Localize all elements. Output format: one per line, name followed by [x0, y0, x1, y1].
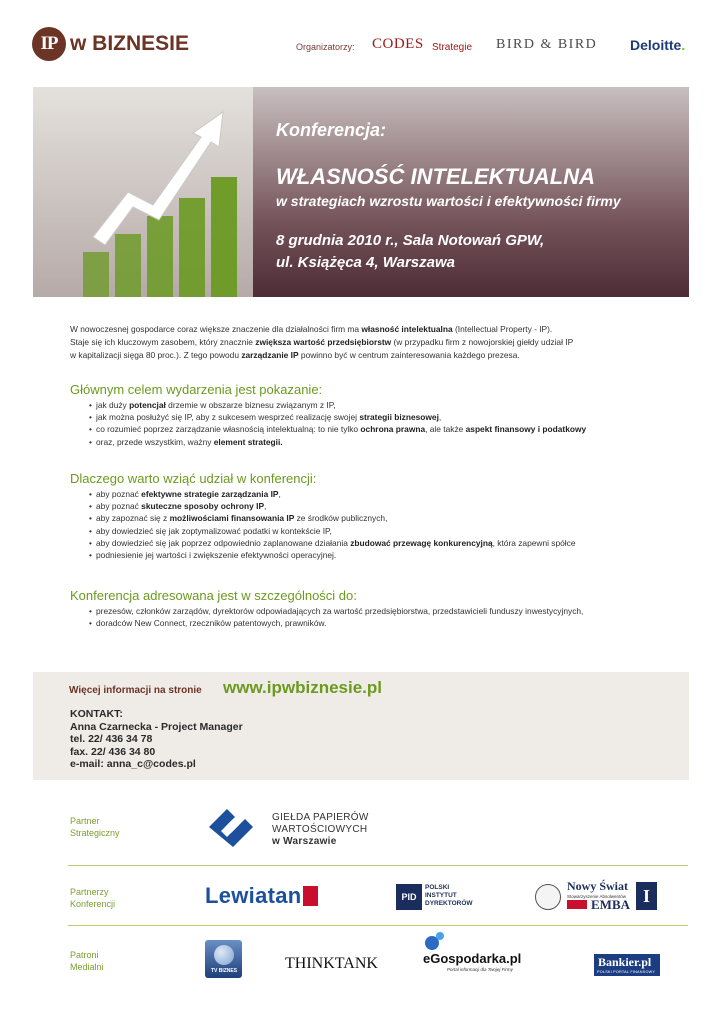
- pid-logo-icon: PID: [396, 884, 422, 910]
- emba-wordmark: EMBA: [591, 897, 630, 912]
- gpw-line: WARTOŚCIOWYCH: [272, 824, 368, 835]
- list-item: [90, 488, 680, 500]
- lewiatan-logo: Lewiatan: [205, 883, 302, 908]
- banner-date: 8 grudnia 2010 r., Sala Notowań GPW,: [276, 232, 545, 249]
- list-item-bold: ochrona prawna: [360, 424, 426, 435]
- organizers-label: Organizatorzy:: [296, 42, 355, 52]
- deloitte-wordmark: Deloitte: [630, 37, 682, 53]
- list-item-bold: skuteczne sposoby ochrony IP: [141, 501, 265, 512]
- list-item-bold: strategii biznesowej: [359, 412, 439, 423]
- audience-list: [90, 605, 680, 629]
- intro-bold: zarządzanie IP: [241, 350, 299, 360]
- codes-logo: CODES: [372, 36, 424, 52]
- list-item-text: jak duży: [96, 400, 130, 410]
- banner-kicker: Konferencja:: [276, 120, 387, 140]
- list-item-text: co rozumieć poprzez zarządzanie własnością intelektualną: to nie tylko: [96, 424, 361, 435]
- intro-bold: zwiększa wartość przedsiębiorstw: [255, 337, 392, 347]
- globe-icon: [214, 945, 234, 965]
- more-info-label: Więcej informacji na stronie: [69, 685, 202, 696]
- list-item-text: prezesów, członków zarządów, dyrektorów odpowiadających za wartość przedsiębiorstwa, przedstawicieli funduszy inwestycyjnych,: [96, 606, 584, 616]
- list-item-bold: element strategii.: [213, 436, 283, 447]
- list-item-text: aby zapoznać się z: [96, 513, 170, 524]
- label-line: Partner: [70, 816, 100, 826]
- growth-bar: [83, 252, 109, 297]
- growth-bar: [179, 198, 205, 297]
- list-item-continuation: [90, 436, 680, 448]
- list-item-text: , która zapewni spółce: [492, 537, 576, 548]
- conference-banner: [33, 87, 689, 297]
- gpw-line: w Warszawie: [272, 836, 337, 847]
- list-item-continuation: [90, 617, 680, 629]
- section-divider: [68, 925, 688, 926]
- list-item-text: ,: [264, 501, 267, 512]
- deloitte-logo: [630, 37, 685, 53]
- contact-phone: tel. 22/ 436 34 78: [70, 733, 153, 745]
- growth-chart-illustration: [33, 87, 253, 297]
- list-item-text: doradców New Connect, rzeczników patentowych, prawników.: [96, 618, 327, 629]
- ip-w-biznesie-logo: [32, 27, 189, 61]
- section-heading-why: Dlaczego warto wziąć udział w konferencji:: [70, 471, 317, 486]
- egospodarka-logo: eGospodarka.pl: [423, 951, 522, 966]
- banner-title: WŁASNOŚĆ INTELEKTUALNA: [276, 164, 595, 189]
- label-line: Strategiczny: [70, 828, 120, 838]
- contact-title: KONTAKT:: [70, 708, 123, 720]
- list-item-text: , ale także: [425, 424, 466, 435]
- list-item-bold: efektywne strategie zarządzania IP: [141, 489, 279, 499]
- contact-block: [70, 708, 243, 771]
- growth-bar: [147, 216, 173, 297]
- growth-bar: [211, 177, 237, 297]
- conference-partners-label: [70, 886, 115, 910]
- label-line: Konferencji: [70, 899, 116, 909]
- egospodarka-ball-icon: [436, 932, 444, 940]
- gpw-logo-text: [272, 812, 369, 848]
- contact-name: Anna Czarnecka - Project Manager: [70, 720, 243, 733]
- intro-text: (Intellectual Property - IP).: [452, 324, 553, 334]
- section-heading-audience: Konferencja adresowana jest w szczególności do:: [70, 588, 357, 603]
- bird-and-bird-logo: BIRD & BIRD: [496, 37, 598, 52]
- pid-line: DYREKTORÓW: [425, 900, 473, 907]
- intro-bold: własność intelektualna: [361, 324, 453, 334]
- list-item-text: drzemie w obszarze biznesu związanym z IP,: [165, 400, 336, 410]
- info-contact-band: [33, 672, 689, 780]
- gpw-line: GIEŁDA PAPIERÓW: [272, 812, 369, 823]
- list-item-text: aby poznać: [96, 501, 142, 512]
- website-link[interactable]: www.ipwbiznesie.pl: [223, 678, 383, 697]
- list-item-bold: potencjał: [129, 400, 166, 410]
- growth-bar: [115, 234, 141, 297]
- egospodarka-tagline: Portal informacji dla Twojej Firmy: [447, 967, 513, 972]
- why-list: [90, 488, 680, 561]
- nowy-swiat-title: Nowy Świat: [567, 879, 629, 893]
- list-item: [90, 423, 680, 435]
- list-item: [90, 525, 680, 537]
- intro-text: W nowoczesnej gospodarce coraz większe znaczenie dla działalności firm ma: [70, 324, 362, 334]
- emba-association-line: Stowarzyszenie Absolwentów: [567, 894, 627, 899]
- list-item-text: jak można posłużyć się IP, aby z sukcesem wesprzeć realizację swojej: [96, 412, 360, 423]
- intro-text: (w przypadku firm z nowojorskiej giełdy udział IP: [391, 337, 574, 347]
- label-line: Patroni: [70, 950, 99, 960]
- intro-text: powinno być w centrum zainteresowania każdego prezesa.: [298, 350, 520, 360]
- section-heading-goals: Głównym celem wydarzenia jest pokazanie:: [70, 382, 323, 397]
- lewiatan-mark-icon: [303, 886, 318, 906]
- banner-subtitle: w strategiach wzrostu wartości i efektywności firmy: [276, 193, 621, 209]
- list-item-text: podniesienie jej wartości i zwiększenie efektywności operacyjnej.: [96, 550, 337, 561]
- intro-paragraph: [70, 323, 655, 362]
- codes-strategie-label: Strategie: [432, 42, 473, 53]
- emba-badge-icon: [567, 900, 587, 909]
- label-line: Medialni: [70, 962, 104, 972]
- list-item-text: aby dowiedzieć się jak poprzez odpowiednio zaplanowane działania: [96, 537, 351, 548]
- bankier-tagline: POLSKI PORTAL FINANSOWY: [597, 970, 656, 974]
- logo-text: w BIZNESIE: [70, 32, 190, 55]
- thinktank-logo: THINKTANK: [285, 955, 378, 972]
- list-item-bold: aspekt finansowy i podatkowy: [465, 424, 587, 435]
- list-item: [90, 500, 680, 512]
- list-item: [90, 537, 680, 549]
- list-item-bold: możliwościami finansowania IP: [169, 513, 295, 524]
- intro-text: w kapitalizacji sięga 80 proc.). Z tego powodu: [70, 350, 242, 360]
- institute-i-logo: I: [636, 882, 657, 910]
- list-item-continuation: [90, 549, 680, 561]
- contact-email[interactable]: e-mail: anna_c@codes.pl: [70, 758, 196, 770]
- list-item-bold: zbudować przewagę konkurencyjną: [350, 537, 493, 548]
- list-item-text: aby poznać: [96, 489, 142, 499]
- list-item: [90, 399, 680, 411]
- section-divider: [68, 865, 688, 866]
- gpw-logo-icon: [205, 805, 257, 849]
- list-item-text: ,: [438, 412, 442, 423]
- deloitte-dot: .: [681, 37, 686, 53]
- pid-logo-text: [425, 884, 473, 908]
- list-item-text: ze środków publicznych,: [294, 513, 388, 524]
- strategic-partner-label: [70, 815, 120, 839]
- pid-line: POLSKI: [425, 884, 450, 891]
- ip-logo-mark: IP: [32, 27, 66, 61]
- intro-text: Staje się ich kluczowym zasobem, który znacznie: [70, 337, 256, 347]
- goals-list: [90, 399, 680, 448]
- pid-line: INSTYTUT: [425, 892, 457, 899]
- list-item-text: ,: [278, 489, 281, 499]
- contact-fax: fax. 22/ 436 34 80: [70, 745, 156, 758]
- banner-address: ul. Książęca 4, Warszawa: [276, 254, 455, 271]
- list-item-text: aby dowiedzieć się jak zoptymalizować podatki w kontekście IP,: [96, 525, 332, 536]
- list-item: [90, 512, 680, 524]
- list-item-text: oraz, przede wszystkim, ważny: [96, 436, 214, 447]
- tv-biznes-label: TV BIZNES: [210, 968, 238, 974]
- label-line: Partnerzy: [70, 887, 109, 897]
- media-patrons-label: [70, 949, 104, 973]
- list-item: [90, 605, 680, 617]
- bankier-logo: Bankier.pl: [594, 954, 660, 976]
- university-seal-icon: [535, 884, 561, 910]
- list-item: [90, 411, 680, 423]
